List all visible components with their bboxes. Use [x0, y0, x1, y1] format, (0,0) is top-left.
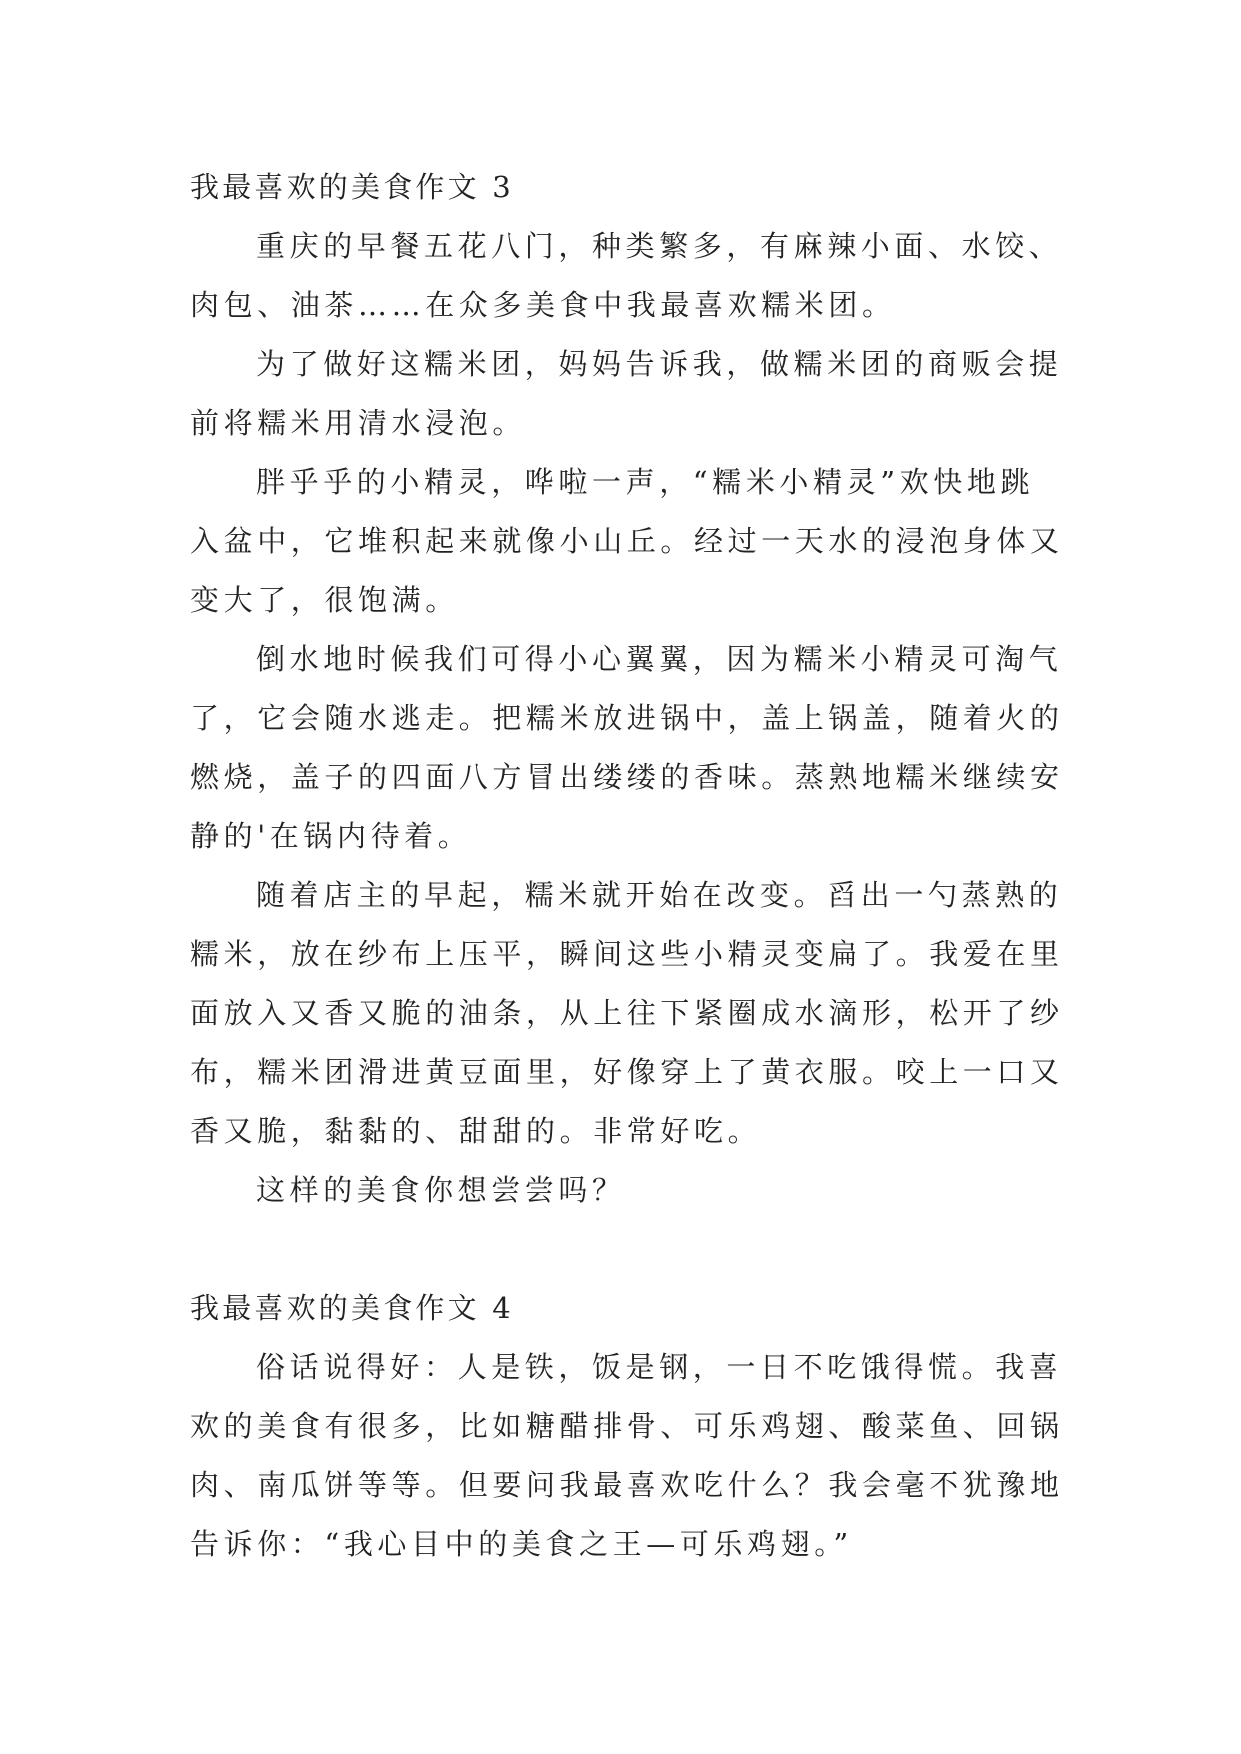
essay-3-p5-line-1: 随着店主的早起，糯米就开始在改变。舀出一勺蒸熟的	[256, 878, 1063, 912]
essay-3-p6-line-1: 这样的美食你想尝尝吗？	[256, 1173, 626, 1207]
essay-3-p4-line-4: 静的'在锅内待着。	[190, 819, 472, 853]
essay-3-p3-line-3: 变大了，很饱满。	[190, 583, 459, 617]
essay-4-p1-line-1: 俗话说得好：人是铁，饭是钢，一日不吃饿得慌。我喜	[256, 1350, 1063, 1384]
essay-3-p5-line-4: 布，糯米团滑进黄豆面里，好像穿上了黄衣服。咬上一口又	[190, 1055, 1064, 1089]
essay-4-title: 我最喜欢的美食作文 4	[190, 1291, 514, 1325]
essay-3-p3-line-2: 入盆中，它堆积起来就像小山丘。经过一天水的浸泡身体又	[190, 524, 1064, 558]
essay-3-p1-line-1: 重庆的早餐五花八门，种类繁多，有麻辣小面、水饺、	[256, 229, 1063, 263]
essay-4-p1-line-2: 欢的美食有很多，比如糖醋排骨、可乐鸡翅、酸菜鱼、回锅	[190, 1409, 1064, 1443]
essay-3-p5-line-2: 糯米，放在纱布上压平，瞬间这些小精灵变扁了。我爱在里	[190, 937, 1064, 971]
essay-3-p4-line-2: 了，它会随水逃走。把糯米放进锅中，盖上锅盖，随着火的	[190, 701, 1064, 735]
essay-3-p5-line-3: 面放入又香又脆的油条，从上往下紧圈成水滴形，松开了纱	[190, 996, 1064, 1030]
essay-4-p1-line-3: 肉、南瓜饼等等。但要问我最喜欢吃什么？我会毫不犹豫地	[190, 1468, 1064, 1502]
essay-3-p4-line-3: 燃烧，盖子的四面八方冒出缕缕的香味。蒸熟地糯米继续安	[190, 760, 1064, 794]
essay-3-p1-line-2: 肉包、油茶……在众多美食中我最喜欢糯米团。	[190, 288, 896, 322]
essay-4-p1-line-4: 告诉你：“我心目中的美食之王—可乐鸡翅。”	[190, 1527, 853, 1561]
essay-3-p2-line-2: 前将糯米用清水浸泡。	[190, 406, 527, 440]
essay-3-p4-line-1: 倒水地时候我们可得小心翼翼，因为糯米小精灵可淘气	[256, 642, 1063, 676]
essay-3-title: 我最喜欢的美食作文 3	[190, 170, 514, 204]
essay-3-p5-line-5: 香又脆，黏黏的、甜甜的。非常好吃。	[190, 1114, 762, 1148]
essay-3-p2-line-1: 为了做好这糯米团，妈妈告诉我，做糯米团的商贩会提	[256, 347, 1063, 381]
essay-3-p3-line-1: 胖乎乎的小精灵，哗啦一声，“糯米小精灵”欢快地跳	[256, 465, 1035, 499]
